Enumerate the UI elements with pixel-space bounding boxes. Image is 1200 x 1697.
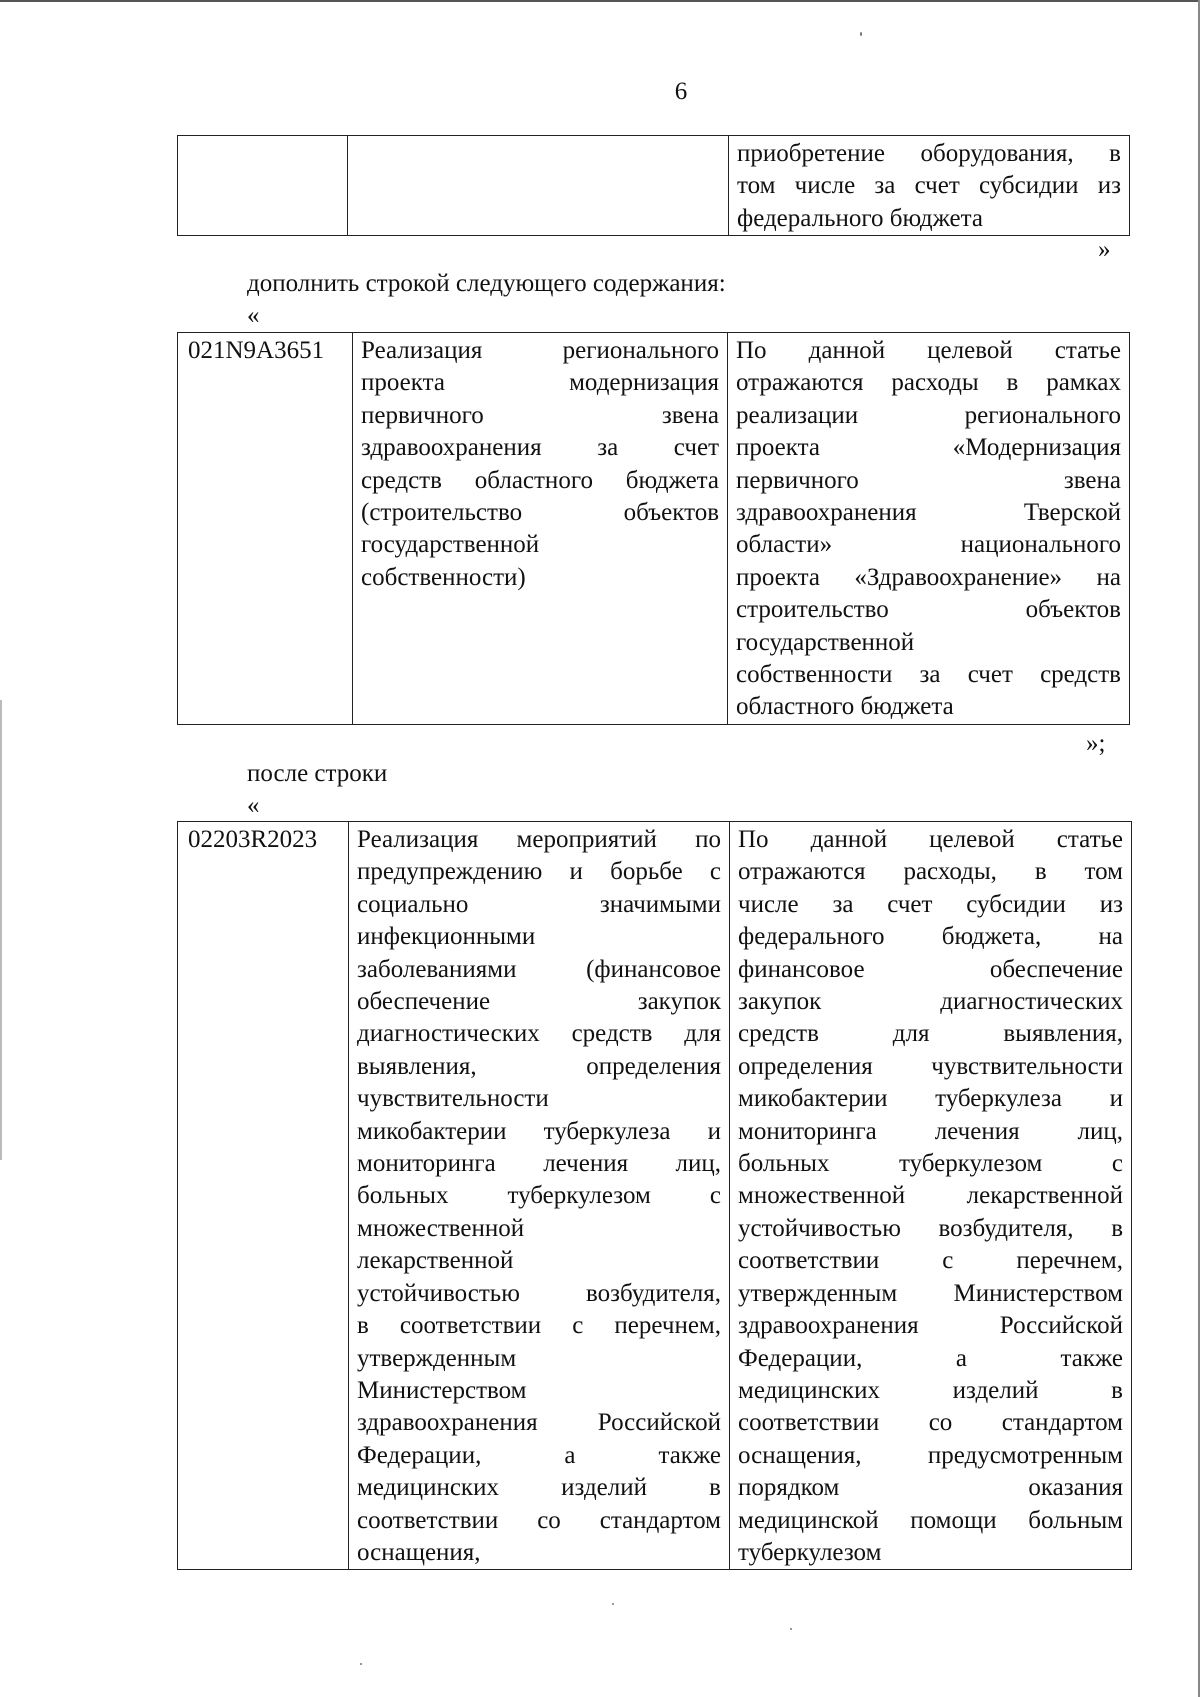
cell-text-line: соответствии со стандартом [738, 1409, 1123, 1437]
page-number: 6 [674, 78, 688, 105]
cell-text-line: федерального бюджета, на [738, 923, 1123, 951]
cell-text-line: финансовое обеспечение [738, 955, 1123, 983]
scan-speck [360, 1663, 362, 1665]
cell-text-line: определения чувствительности [738, 1052, 1123, 1080]
cell-text-line: собственности за счет средств [736, 661, 1121, 689]
cell-text-line: обеспечение закупок [357, 988, 721, 1016]
cell-text-line: государственной [361, 531, 540, 559]
cell-text-line: множественной лекарственной [738, 1182, 1123, 1210]
table-row [178, 136, 1130, 236]
cell-text-line: том числе за счет субсидии из [737, 172, 1121, 200]
opening-quote-2: « [247, 792, 260, 819]
scan-edge-left [0, 700, 2, 1160]
cell-text-line: областного бюджета [736, 693, 954, 721]
cell-text-line: соответствии со стандартом [357, 1506, 721, 1534]
cell-text-line: устойчивостью возбудителя, в [738, 1214, 1123, 1242]
target-article-code: 02203R2023 [178, 822, 349, 1570]
cell-text-line: устойчивостью возбудителя, [357, 1279, 721, 1307]
cell-text-line: (строительство объектов [361, 499, 719, 527]
cell-text-line: лекарственной [357, 1247, 514, 1275]
cell-text-line: здравоохранения Тверской [736, 499, 1121, 527]
cell-text-line: инфекционными [357, 923, 536, 951]
cell-text-line: множественной [357, 1214, 525, 1242]
cell-text-line: отражаются расходы в рамках [736, 369, 1121, 397]
target-article-description [729, 136, 1130, 236]
cell-text-line: выявления, определения [357, 1052, 721, 1080]
scan-edge-top [0, 0, 1200, 2]
cell-text-line: реализации регионального [736, 401, 1121, 429]
target-article-description [730, 822, 1132, 1570]
cell-text-line: Реализация мероприятий по [357, 826, 721, 853]
scan-speck [860, 32, 862, 36]
cell-text-line: в соответствии с перечнем, [357, 1312, 721, 1340]
cell-text-line: оснащения, предусмотренным [738, 1441, 1123, 1469]
cell-text-line: больных туберкулезом с [357, 1182, 721, 1210]
cell-text-line: утвержденным [357, 1344, 517, 1372]
cell-text-line: средств для выявления, [738, 1020, 1123, 1048]
cell-text-line: заболеваниями (финансовое [357, 955, 721, 983]
cell-text-line: Федерации, а также [357, 1441, 721, 1469]
cell-text-line: чувствительности [357, 1085, 549, 1113]
target-article-name [353, 333, 728, 725]
scan-speck [790, 1628, 792, 1630]
cell-text-line: утвержденным Министерством [738, 1279, 1123, 1307]
cell-text-line: федерального бюджета [737, 204, 983, 232]
cell-text-line: Федерации, а также [738, 1344, 1123, 1372]
cell-text-line: здравоохранения Российской [738, 1312, 1123, 1340]
cell-text-line: отражаются расходы, в том [738, 858, 1123, 886]
cell-text-line: собственности) [361, 563, 526, 591]
table-row [178, 822, 1132, 1570]
target-article-name [348, 136, 729, 236]
cell-text-line: предупреждению и борьбе с [357, 858, 721, 886]
cell-text-line: приобретение оборудования, в [737, 140, 1121, 167]
table-continuation [177, 135, 1130, 236]
cell-text-line: области» национального [736, 531, 1121, 559]
target-article-code: 021N9A3651 [178, 333, 353, 725]
cell-text-line: социально значимыми [357, 890, 721, 918]
scan-speck [612, 1603, 614, 1605]
instruction-add-row: дополнить строкой следующего содержания: [247, 270, 726, 297]
cell-text-line: проекта «Модернизация [736, 434, 1121, 462]
cell-text-line: диагностических средств для [357, 1020, 721, 1048]
cell-text-line: первичного звена [361, 401, 719, 429]
cell-text-line: микобактерии туберкулеза и [357, 1117, 721, 1145]
cell-text-line: средств областного бюджета [361, 466, 719, 494]
cell-text-line: медицинских изделий в [357, 1474, 721, 1502]
cell-text-line: государственной [736, 628, 915, 656]
cell-text-line: мониторинга лечения лиц, [357, 1150, 721, 1178]
cell-text-line: медицинской помощи больным [738, 1506, 1123, 1534]
cell-text-line: соответствии с перечнем, [738, 1247, 1123, 1275]
cell-text-line: Реализация регионального [361, 337, 719, 364]
cell-text-line: микобактерии туберкулеза и [738, 1085, 1123, 1113]
closing-quote-1: » [1098, 236, 1111, 263]
cell-text-line: проекта модернизация [361, 369, 719, 397]
cell-text-line: здравоохранения Российской [357, 1409, 721, 1437]
cell-text-line: первичного звена [736, 466, 1121, 494]
table-reference-row [177, 821, 1132, 1570]
cell-text-line: строительство объектов [736, 596, 1121, 624]
instruction-after-row: после строки [247, 760, 388, 787]
cell-text-line: порядком оказания [738, 1474, 1123, 1502]
target-article-name [349, 822, 730, 1570]
closing-quote-2: »; [1086, 730, 1106, 757]
cell-text-line: больных туберкулезом с [738, 1150, 1123, 1178]
cell-text-line: Министерством [357, 1376, 527, 1404]
cell-text-line: туберкулезом [738, 1538, 882, 1566]
table-row [178, 333, 1130, 725]
cell-text-line: мониторинга лечения лиц, [738, 1117, 1123, 1145]
cell-text-line: закупок диагностических [738, 988, 1123, 1016]
cell-text-line: По данной целевой статье [736, 337, 1121, 364]
target-article-description [728, 333, 1130, 725]
opening-quote-1: « [247, 302, 260, 329]
cell-text-line: медицинских изделий в [738, 1376, 1123, 1404]
cell-text-line: оснащения, [357, 1538, 481, 1566]
cell-text-line: По данной целевой статье [738, 826, 1123, 853]
table-new-row [177, 332, 1130, 725]
cell-text-line: здравоохранения за счет [361, 434, 719, 462]
cell-text-line: числе за счет субсидии из [738, 890, 1123, 918]
target-article-code [178, 136, 348, 236]
cell-text-line: проекта «Здравоохранение» на [736, 563, 1121, 591]
